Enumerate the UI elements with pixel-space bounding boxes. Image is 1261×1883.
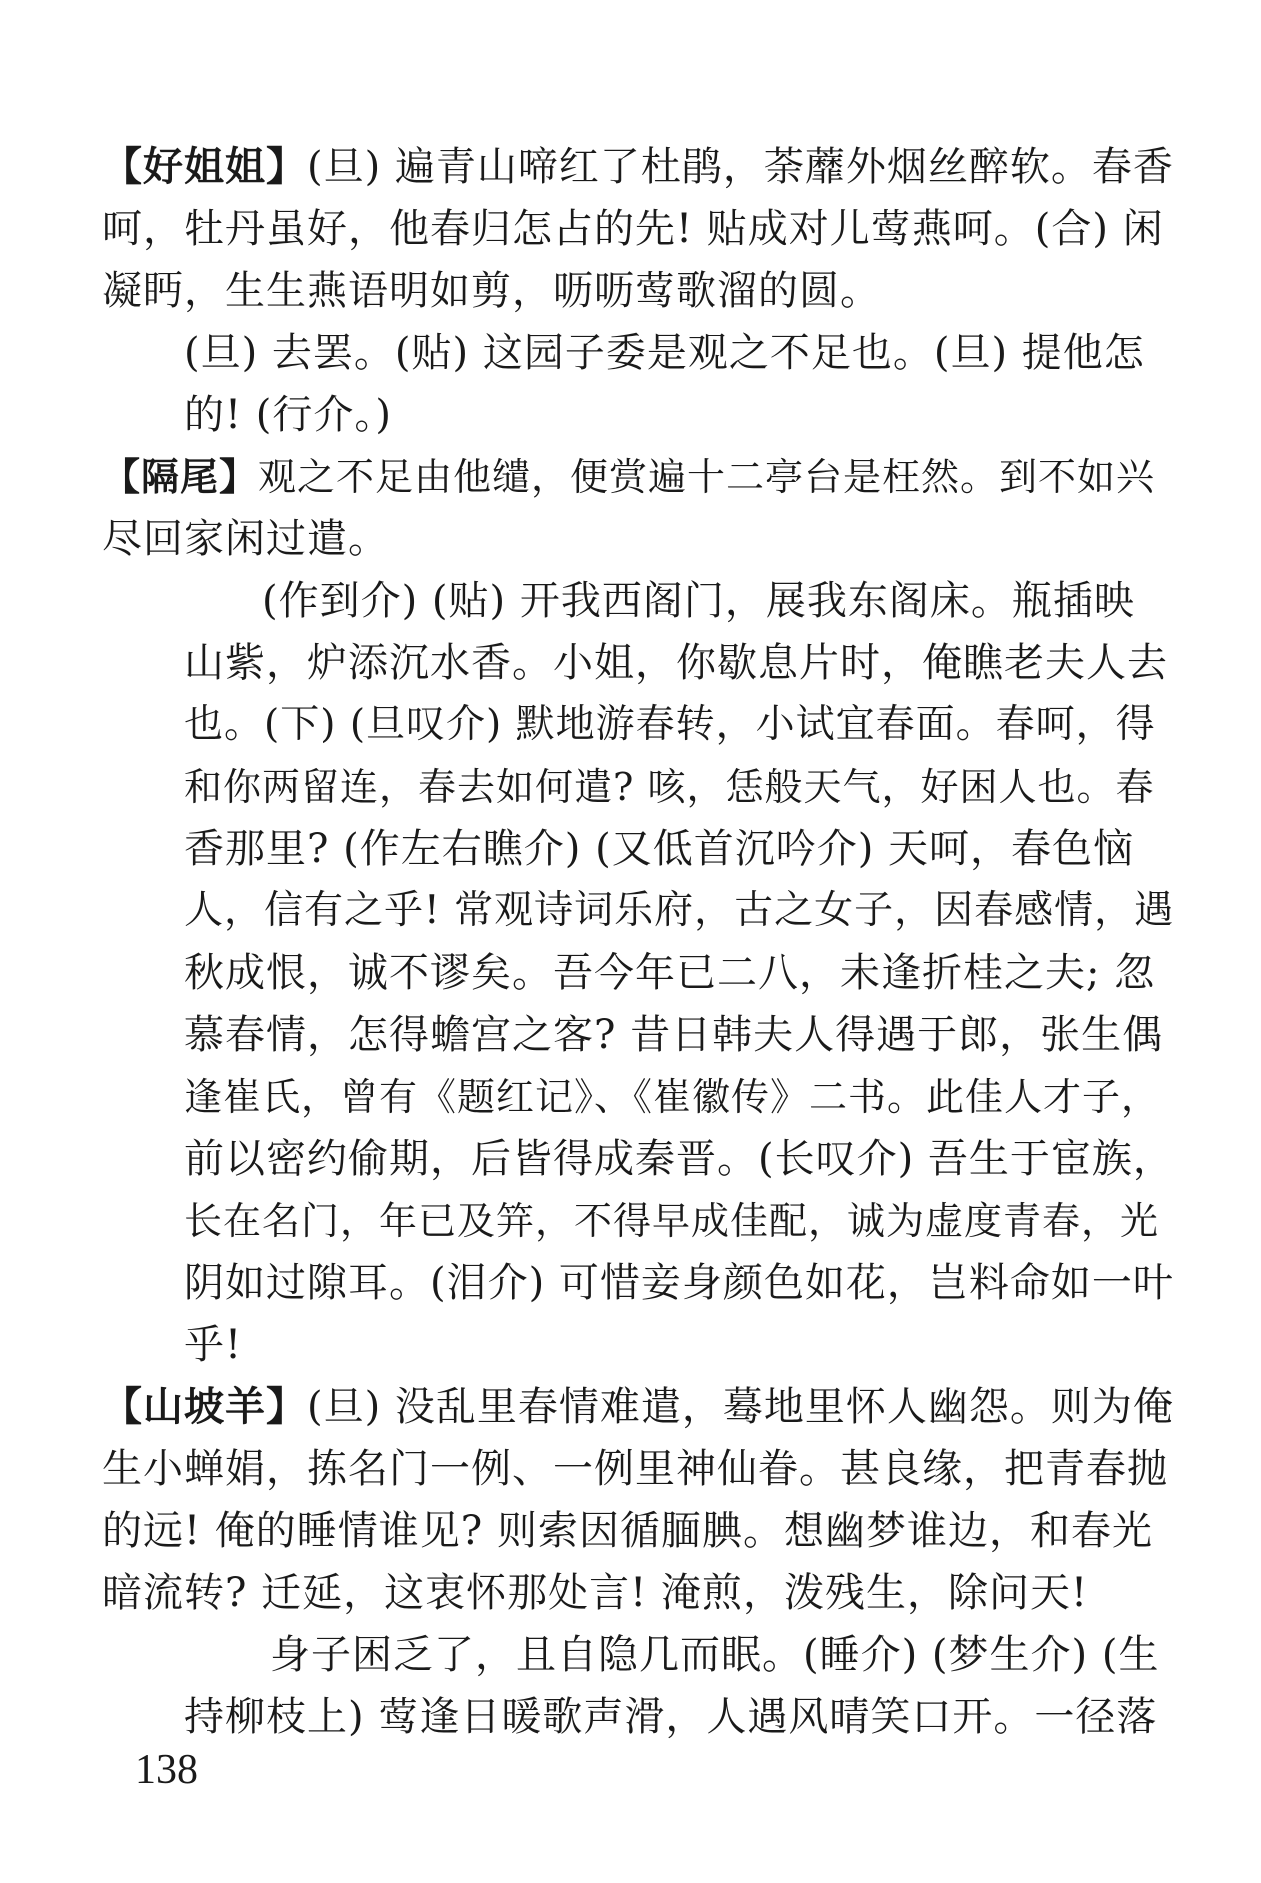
line-text: 也。(下) (旦叹介) 默地游春转，小试宜春面。春呵，得	[184, 702, 1156, 747]
text-line	[102, 1377, 1174, 1437]
text-line	[184, 1191, 1159, 1251]
line-text: 香那里? (作左右瞧介) (又低首沉吟介) 天呵，春色恼	[184, 826, 1135, 872]
text-line	[102, 447, 1155, 507]
line-text: 和你两留连，春去如何遣? 咳，恁般天气，好困人也。春	[184, 765, 1155, 809]
text-line	[184, 323, 1145, 383]
line-text: 持柳枝上) 莺逢日暖歌声滑，人遇风晴笑口开。一径落	[184, 1694, 1158, 1740]
line-text: 暗流转? 迁延，这衷怀那处言! 淹煎，泼残生，除问天!	[102, 1570, 1089, 1616]
text-line	[102, 137, 1174, 197]
line-text: (作到介) (贴) 开我西阁门，展我东阁床。瓶插映	[262, 578, 1135, 624]
line-text: 人，信有之乎! 常观诗词乐府，古之女子，因春感情，遇	[184, 888, 1175, 933]
line-text: 逢崔氏，曾有《题红记》、《崔徽传》二书。此佳人才子，	[184, 1075, 1161, 1119]
line-text: 慕春情，怎得蟾宫之客? 昔日韩夫人得遇于郎，张生偶	[184, 1012, 1164, 1058]
text-line	[102, 509, 389, 569]
text-line	[184, 881, 1174, 941]
line-text: (旦) 没乱里春情难遣，蓦地里怀人幽怨。则为俺	[307, 1384, 1174, 1430]
line-text: 前以密约偷期，后皆得成秦晋。(长叹介) 吾生于宦族，	[184, 1136, 1174, 1182]
line-text: 观之不足由他缱，便赏遍十二亭台是枉然。到不如兴	[258, 455, 1156, 499]
text-line	[184, 1687, 1157, 1747]
text-line	[184, 1253, 1174, 1313]
page-number: 138	[135, 1747, 198, 1793]
text-line	[262, 571, 1135, 631]
line-text: 长在名门，年已及笄，不得早成佳配，诚为虚度青春，光	[184, 1199, 1160, 1243]
line-text: 的! (行介。)	[184, 392, 392, 438]
line-text: 秋成恨，诚不谬矣。吾今年已二八，未逢折桂之夫; 忽	[184, 950, 1156, 996]
text-line	[184, 385, 392, 445]
line-text: 尽回家闲过遣。	[102, 516, 389, 562]
line-text: 山紫，炉添沉水香。小姐，你歇息片时，俺瞧老夫人去	[184, 640, 1168, 686]
text-line	[102, 261, 881, 321]
text-line	[184, 943, 1155, 1003]
text-line	[184, 695, 1156, 755]
text-line	[184, 1067, 1160, 1127]
text-line	[102, 1563, 1088, 1623]
line-text: 的远! 俺的睡情谁见? 则索因循腼腆。想幽梦谁边，和春光	[102, 1508, 1153, 1554]
tune-title: 【好姐姐】	[102, 144, 307, 190]
text-line	[270, 1625, 1159, 1685]
text-line	[102, 199, 1164, 259]
text-line	[184, 1129, 1174, 1189]
line-text: 生小蝉娟，拣名门一例、一例里神仙眷。甚良缘，把青春抛	[102, 1446, 1168, 1492]
line-text: 呵，牡丹虽好，他春归怎占的先! 贴成对儿莺燕呵。(合) 闲	[102, 206, 1164, 252]
line-text: 凝眄，生生燕语明如剪，呖呖莺歌溜的圆。	[102, 268, 881, 314]
text-line	[184, 1315, 242, 1375]
line-text: 乎!	[184, 1322, 243, 1368]
line-text: (旦) 遍青山啼红了杜鹃，荼蘼外烟丝醉软。春香	[307, 144, 1174, 190]
line-text: 身子困乏了，且自隐几而眠。(睡介) (梦生介) (生	[270, 1632, 1160, 1678]
text-line	[184, 757, 1154, 817]
text-line	[102, 1501, 1153, 1561]
text-line	[102, 1439, 1168, 1499]
text-line	[184, 1005, 1163, 1065]
tune-title: 【隔尾】	[102, 455, 259, 499]
text-line	[184, 633, 1168, 693]
line-text: 阴如过隙耳。(泪介) 可惜妾身颜色如花，岂料命如一叶	[184, 1260, 1174, 1306]
text-line	[184, 819, 1134, 879]
tune-title: 【山坡羊】	[102, 1384, 307, 1430]
line-text: (旦) 去罢。(贴) 这园子委是观之不足也。(旦) 提他怎	[184, 330, 1145, 376]
